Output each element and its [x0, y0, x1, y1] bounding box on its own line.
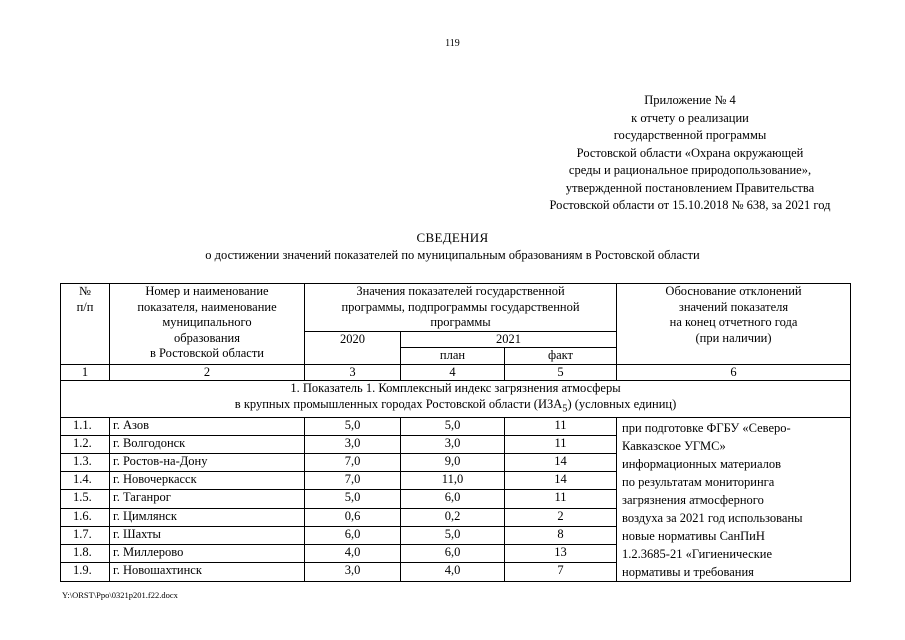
section-row [61, 381, 851, 418]
row-num: 1.4. [61, 472, 110, 490]
row-num: 1.6. [61, 508, 110, 526]
column-number: 6 [617, 364, 851, 381]
row-num: 1.3. [61, 453, 110, 471]
row-num: 1.2. [61, 435, 110, 453]
appendix-line: Ростовской области «Охрана окружающей [576, 145, 804, 160]
row-2020: 5,0 [305, 490, 401, 508]
page-number: 119 [445, 38, 460, 49]
row-fact: 7 [505, 563, 617, 581]
row-name: г. Шахты [110, 526, 305, 544]
row-fact: 14 [505, 453, 617, 471]
row-2020: 6,0 [305, 526, 401, 544]
appendix-line: Приложение № 4 [644, 93, 736, 107]
appendix-line: Ростовской области от 15.10.2018 № 638, за 2021 год [549, 198, 831, 212]
row-plan: 6,0 [401, 545, 505, 563]
header-justification: Обоснование отклонений значений показателя на конец отчетного года (при наличии) [617, 284, 851, 365]
indicators-table [60, 283, 851, 582]
row-name: г. Новошахтинск [110, 563, 305, 581]
row-2020: 4,0 [305, 545, 401, 563]
appendix-line: к отчету о реализации [631, 110, 749, 125]
row-name: г. Миллерово [110, 545, 305, 563]
appendix-line: утвержденной постановлением Правительства [565, 180, 815, 195]
header-num: № п/п [61, 284, 110, 365]
row-num: 1.7. [61, 526, 110, 544]
header-name: Номер и наименование показателя, наименование муниципального образования в Ростовской области [110, 284, 305, 365]
row-num: 1.8. [61, 545, 110, 563]
row-plan: 9,0 [401, 453, 505, 471]
column-number: 5 [505, 364, 617, 381]
row-2020: 0,6 [305, 508, 401, 526]
column-number: 2 [110, 364, 305, 381]
table-header-row [61, 284, 851, 332]
column-number: 3 [305, 364, 401, 381]
row-fact: 13 [505, 545, 617, 563]
row-plan: 0,2 [401, 508, 505, 526]
row-num: 1.5. [61, 490, 110, 508]
row-plan: 4,0 [401, 563, 505, 581]
row-plan: 11,0 [401, 472, 505, 490]
row-plan: 5,0 [401, 417, 505, 435]
row-name: г. Волгодонск [110, 435, 305, 453]
row-2020: 5,0 [305, 417, 401, 435]
document-subtitle: о достижении значений показателей по муниципальным образованиям в Ростовской области [205, 248, 700, 262]
row-name: г. Новочеркасск [110, 472, 305, 490]
column-number: 1 [61, 364, 110, 381]
header-year-2021: 2021 [401, 331, 617, 348]
header-fact: факт [505, 348, 617, 365]
row-2020: 7,0 [305, 453, 401, 471]
header-values: Значения показателей государственной программы, подпрограммы государственной программы [305, 284, 617, 332]
row-fact: 8 [505, 526, 617, 544]
row-fact: 14 [505, 472, 617, 490]
header-year-2020: 2020 [305, 331, 401, 364]
section-heading: 1. Показатель 1. Комплексный индекс загрязнения атмосферы в крупных промышленных городах Ростовской области $(ИЗА_5)$ (условных единиц) [61, 381, 851, 418]
header-plan: план [401, 348, 505, 365]
row-name: г. Таганрог [110, 490, 305, 508]
row-2020: 3,0 [305, 563, 401, 581]
table-row [61, 417, 851, 435]
row-fact: 11 [505, 417, 617, 435]
column-numbers-row [61, 364, 851, 381]
row-fact: 11 [505, 490, 617, 508]
row-num: 1.9. [61, 563, 110, 581]
row-num: 1.1. [61, 417, 110, 435]
justification-cell: при подготовке ФГБУ «Северо- Кавказское УГМС» информационных материалов по результатам мониторинга загрязнения атмосферного воздуха за 2021 год использованы новые нормативы СанПиН 1.2.3685-21 «Гигиенические нормативы и требования [617, 417, 851, 581]
appendix-line: государственной программы [613, 128, 767, 142]
appendix-block [500, 92, 880, 215]
row-2020: 3,0 [305, 435, 401, 453]
appendix-line: среды и рациональное природопользование», [568, 163, 812, 177]
row-plan: 3,0 [401, 435, 505, 453]
row-name: г. Азов [110, 417, 305, 435]
row-plan: 6,0 [401, 490, 505, 508]
row-name: г. Ростов-на-Дону [110, 453, 305, 471]
row-plan: 5,0 [401, 526, 505, 544]
document-title: СВЕДЕНИЯ [416, 230, 489, 245]
row-2020: 7,0 [305, 472, 401, 490]
row-name: г. Цимлянск [110, 508, 305, 526]
row-fact: 11 [505, 435, 617, 453]
row-fact: 2 [505, 508, 617, 526]
footer-file-path: Y:\ORST\Ppo\0321p201.f22.docx [62, 590, 178, 600]
column-number: 4 [401, 364, 505, 381]
